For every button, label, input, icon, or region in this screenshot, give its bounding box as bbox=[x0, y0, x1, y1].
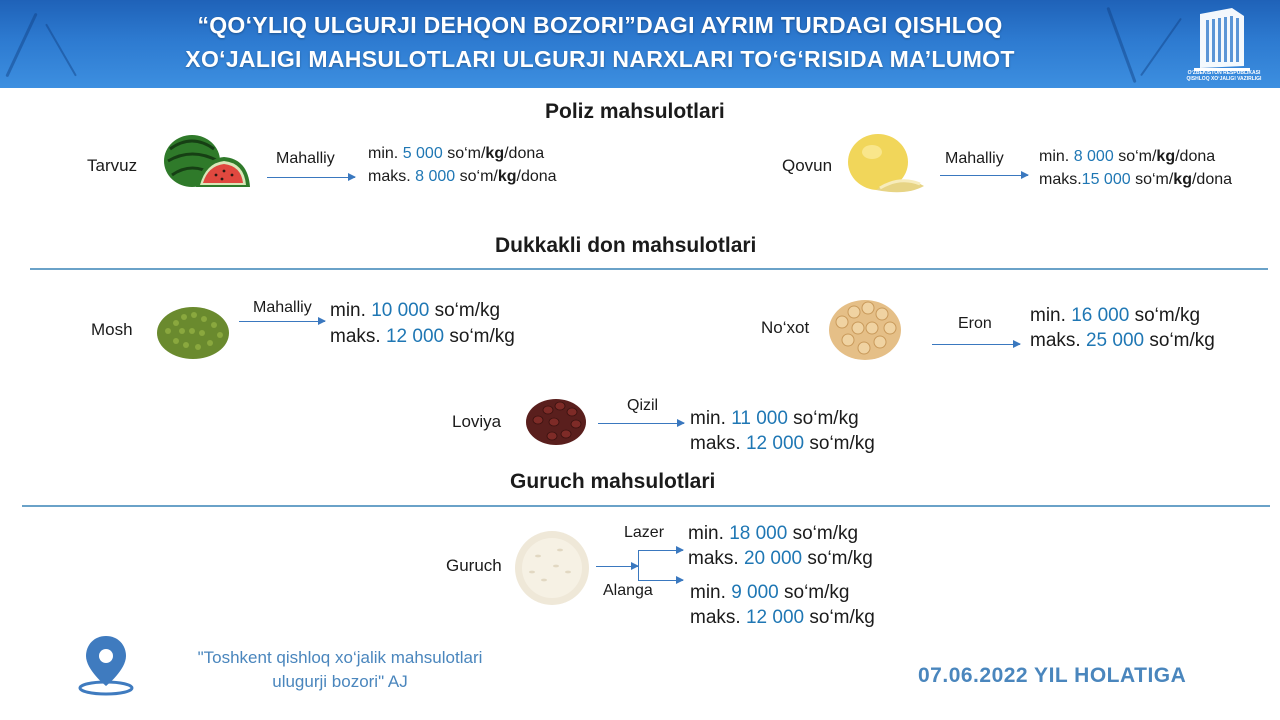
origin-label-lazer: Lazer bbox=[624, 524, 665, 541]
branch-line-guruch bbox=[596, 566, 638, 567]
price-max-qovun: maks.15 000 so‘m/kg/dona bbox=[1039, 171, 1233, 188]
page-title-line2: XO‘JALIGI MAHSULOTLARI ULGURJI NARXLARI TO‘G‘RISIDA MA’LUMOT bbox=[185, 46, 1015, 72]
section-title-guruch: Guruch mahsulotlari bbox=[510, 470, 716, 493]
price-min-tarvuz: min. 5 000 so‘m/kg/dona bbox=[368, 145, 545, 162]
price-max-loviya: maks. 12 000 so‘m/kg bbox=[690, 433, 875, 454]
section-title-poliz: Poliz mahsulotlari bbox=[545, 100, 725, 123]
arrow-tarvuz bbox=[267, 177, 355, 178]
price-max-tarvuz: maks. 8 000 so‘m/kg/dona bbox=[368, 168, 557, 185]
price-max-noxot: maks. 25 000 so‘m/kg bbox=[1030, 330, 1215, 351]
chickpeas-icon bbox=[826, 292, 904, 364]
price-min-guruch-lazer: min. 18 000 so‘m/kg bbox=[688, 523, 859, 544]
branch-connector-guruch bbox=[638, 550, 639, 580]
origin-label-tarvuz: Mahalliy bbox=[276, 150, 335, 167]
section-title-dukkakli: Dukkakli don mahsulotlari bbox=[495, 234, 757, 257]
red-beans-icon bbox=[524, 396, 588, 448]
mung-beans-icon bbox=[154, 303, 232, 361]
source-caption: "Toshkent qishloq xo‘jalik mahsulotlari ulugurji bozori" AJ bbox=[197, 648, 483, 691]
origin-label-mosh: Mahalliy bbox=[253, 299, 312, 316]
watermelon-icon bbox=[160, 133, 252, 193]
product-name-guruch: Guruch bbox=[446, 556, 502, 575]
price-max-guruch-alanga: maks. 12 000 so‘m/kg bbox=[690, 607, 875, 628]
arrow-guruch-lazer bbox=[638, 550, 683, 551]
emblem-caption: O‘ZBEKISTON RESPUBLIKASI QISHLOQ XO‘JALIGI VAZIRLIGI bbox=[1186, 70, 1262, 82]
arrow-guruch-alanga bbox=[638, 580, 683, 581]
origin-label-loviya: Qizil bbox=[627, 397, 659, 414]
origin-label-qovun: Mahalliy bbox=[945, 150, 1004, 167]
location-pin-icon bbox=[76, 632, 136, 696]
arrow-loviya bbox=[598, 423, 684, 424]
section-divider bbox=[30, 268, 1268, 270]
page-title-line1: “QO‘YLIQ ULGURJI DEHQON BOZORI”DAGI AYRIM TURDAGI QISHLOQ bbox=[197, 12, 1003, 38]
price-max-guruch-lazer: maks. 20 000 so‘m/kg bbox=[688, 548, 873, 569]
product-name-noxot: No‘xot bbox=[761, 318, 810, 337]
price-min-guruch-alanga: min. 9 000 so‘m/kg bbox=[690, 582, 850, 603]
tree-branch-decor bbox=[5, 13, 37, 78]
melon-icon bbox=[846, 132, 926, 196]
product-name-mosh: Mosh bbox=[91, 320, 133, 339]
price-min-loviya: min. 11 000 so‘m/kg bbox=[690, 408, 859, 429]
price-max-mosh: maks. 12 000 so‘m/kg bbox=[330, 326, 515, 347]
origin-label-noxot: Eron bbox=[958, 315, 992, 332]
date-label: 07.06.2022 YIL HOLATIGA bbox=[918, 664, 1187, 687]
origin-label-alanga: Alanga bbox=[603, 582, 653, 599]
price-min-mosh: min. 10 000 so‘m/kg bbox=[330, 300, 501, 321]
product-name-qovun: Qovun bbox=[782, 156, 833, 175]
price-min-noxot: min. 16 000 so‘m/kg bbox=[1030, 305, 1201, 326]
arrow-mosh bbox=[239, 321, 325, 322]
product-name-tarvuz: Tarvuz bbox=[87, 156, 138, 175]
section-divider bbox=[22, 505, 1270, 507]
arrow-qovun bbox=[940, 175, 1028, 176]
rice-icon bbox=[512, 528, 592, 608]
header-banner bbox=[0, 0, 1280, 88]
product-name-loviya: Loviya bbox=[452, 412, 502, 431]
arrow-noxot bbox=[932, 344, 1020, 345]
price-min-qovun: min. 8 000 so‘m/kg/dona bbox=[1039, 148, 1216, 165]
